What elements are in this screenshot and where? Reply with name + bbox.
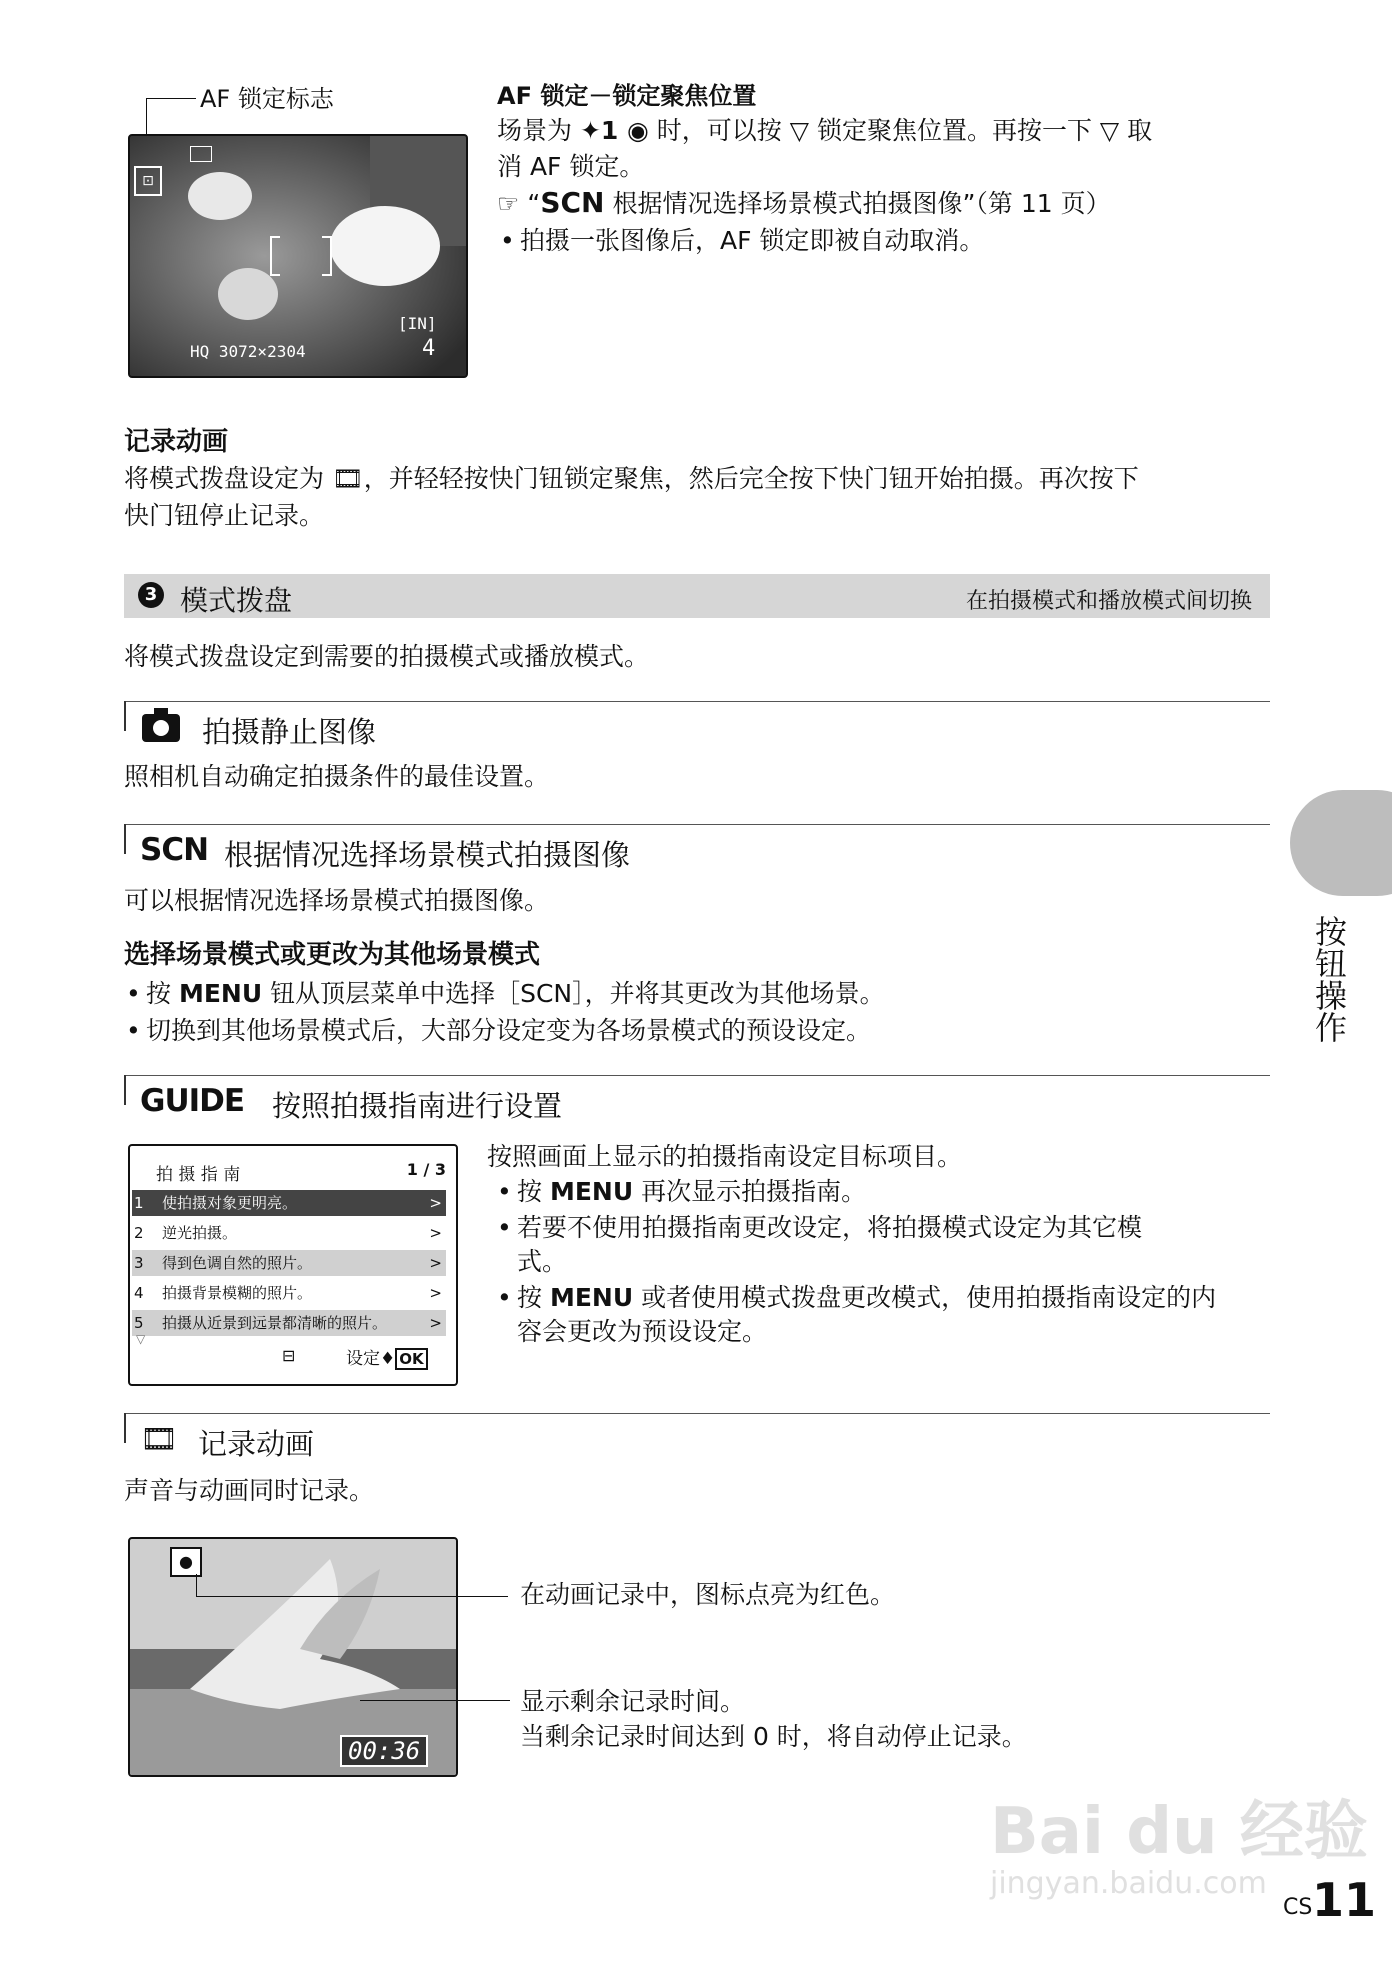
still-divider — [124, 701, 1270, 702]
record-movie-line2: 快门钮停止记录。 — [124, 501, 325, 530]
movie-callout1: 在动画记录中，图标点亮为红色。 — [520, 1580, 896, 1609]
guide-tick — [124, 1075, 126, 1105]
still-tick — [124, 701, 126, 731]
scn-desc: 可以根据情况选择场景模式拍摄图像。 — [124, 886, 550, 915]
mode-dial-bar — [124, 574, 1270, 618]
lcd-count: 4 — [422, 336, 436, 361]
guide-menu-item-number: 2 — [134, 1224, 144, 1242]
guide-menu-item-label: 逆光拍摄。 — [162, 1224, 238, 1242]
menu-key-2: MENU — [549, 1177, 634, 1206]
guide-menu-item[interactable] — [132, 1250, 446, 1276]
mode-dial-number: 3 — [138, 582, 164, 608]
movie-title: 记录动画 — [198, 1427, 315, 1461]
lcd-memory: [IN] — [398, 314, 437, 333]
af-marker-callout-line — [146, 98, 196, 99]
scn-sub-heading: 选择场景模式或更改为其他场景模式 — [124, 940, 541, 970]
guide-bullet3-cont: 容会更改为预设设定。 — [517, 1317, 768, 1346]
scn-tick — [124, 824, 126, 854]
movie-callout2-l1: 显示剩余记录时间。 — [520, 1687, 746, 1716]
guide-title: 按照拍摄指南进行设置 — [272, 1089, 563, 1123]
mode-dial-title: 模式拨盘 — [180, 584, 293, 617]
movie-tick — [124, 1413, 126, 1443]
scn-bullet1: • 按 MENU 钮从顶层菜单中选择［SCN］，并将其更改为其他场景。 — [146, 975, 885, 1013]
mode-dial-right-text: 在拍摄模式和播放模式间切换 — [965, 589, 1252, 614]
guide-menu-item[interactable] — [132, 1310, 446, 1336]
chevron-right-icon: > — [429, 1194, 442, 1212]
guide-menu-item[interactable] — [132, 1280, 446, 1306]
camera-icon — [142, 714, 180, 742]
movie-lcd-screen — [128, 1537, 458, 1777]
guide-menu-item-label: 使拍摄对象更明亮。 — [162, 1194, 298, 1212]
watermark-logo: Bai du 经验 — [990, 1795, 1368, 1869]
guide-bullet3: • 按 MENU 或者使用模式拨盘更改模式，使用拍摄指南设定的内 — [517, 1279, 1216, 1317]
movie-callout2-l2: 当剩余记录时间达到 0 时，将自动停止记录。 — [520, 1722, 1027, 1751]
scn-badge: SCN — [140, 832, 209, 868]
fish-photo — [130, 136, 466, 376]
af-lock-icon: ⊡ — [134, 166, 162, 196]
footer-lang: CS — [1283, 1895, 1313, 1920]
reference-icon: ☞ — [497, 189, 520, 218]
side-tab — [1290, 790, 1392, 896]
menu-key-3: MENU — [549, 1283, 634, 1312]
movie-timer: 00:36 — [340, 1735, 428, 1767]
movie-callout1-hline — [196, 1596, 508, 1597]
ok-button-icon: OK — [395, 1348, 427, 1370]
af-lock-title: AF 锁定－锁定聚焦位置 — [497, 82, 757, 110]
down-triangle-icon-2: ▽ — [1099, 116, 1120, 145]
side-tab-label: 按钮操作 — [1310, 915, 1348, 1043]
guide-menu-item-label: 拍摄背景模糊的照片。 — [162, 1284, 313, 1302]
guide-menu-item-label: 得到色调自然的照片。 — [162, 1254, 313, 1272]
af-lock-line1: 场景为 ✦1 ◉ 时，可以按 ▽ 锁定聚焦位置。再按一下 ▽ 取 — [497, 116, 1153, 145]
page-number: 11 — [1312, 1873, 1377, 1927]
watermark-url: jingyan.baidu.com — [990, 1866, 1267, 1901]
record-movie-heading: 记录动画 — [124, 427, 229, 457]
movie-desc: 声音与动画同时记录。 — [124, 1476, 375, 1505]
scene-icon — [190, 146, 212, 162]
scn-badge-inline: SCN — [540, 186, 605, 219]
guide-desc: 按照画面上显示的拍摄指南设定目标项目。 — [487, 1142, 963, 1171]
af-lock-line2: 消 AF 锁定。 — [497, 152, 645, 181]
guide-menu-set: 设定♦ OK — [346, 1344, 428, 1369]
scn-bullet2: • 切换到其他场景模式后，大部分设定变为各场景模式的预设设定。 — [146, 1012, 871, 1050]
guide-menu-item-number: 5 — [134, 1314, 144, 1332]
guide-menu-item[interactable] — [132, 1220, 446, 1246]
select-icon: ⊟ — [282, 1346, 296, 1365]
lcd-quality: HQ 3072×2304 — [190, 342, 306, 361]
guide-menu-item-label: 拍摄从近景到远景都清晰的照片。 — [162, 1314, 388, 1332]
guide-menu-page: 1 / 3 — [406, 1160, 446, 1179]
movie-divider — [124, 1413, 1270, 1414]
guide-bullet1: • 按 MENU 再次显示拍摄指南。 — [517, 1173, 866, 1211]
movie-record-icon: ● — [170, 1547, 202, 1577]
guide-badge: GUIDE — [140, 1083, 245, 1119]
af-lock-bullet: • 拍摄一张图像后，AF 锁定即被自动取消。 — [520, 222, 984, 260]
record-movie-line1: 将模式拨盘设定为 🎞，并轻轻按快门钮锁定聚焦，然后完全按下快门钮开始拍摄。再次按下 — [124, 464, 1139, 493]
guide-divider — [124, 1075, 1270, 1076]
still-desc: 照相机自动确定拍摄条件的最佳设置。 — [124, 762, 550, 791]
scene-mode-icons: ✦1 ◉ — [579, 116, 649, 145]
scroll-down-icon: ▽ — [136, 1332, 146, 1346]
down-triangle-icon: ▽ — [789, 116, 809, 145]
chevron-right-icon: > — [429, 1314, 442, 1332]
chevron-right-icon: > — [429, 1254, 442, 1272]
guide-bullet2: • 若要不使用拍摄指南更改设定，将拍摄模式设定为其它模 — [517, 1209, 1142, 1247]
menu-key: MENU — [178, 979, 263, 1008]
guide-menu-screen — [128, 1144, 458, 1386]
scn-divider — [124, 824, 1270, 825]
guide-menu-item-number: 3 — [134, 1254, 144, 1272]
movie-icon: 🎞 — [140, 1422, 179, 1457]
guide-bullet2-cont: 式。 — [517, 1247, 568, 1276]
movie-callout1-line — [196, 1574, 197, 1596]
movie-callout2-line — [360, 1700, 510, 1701]
still-title: 拍摄静止图像 — [202, 715, 377, 749]
guide-menu-title: 拍 摄 指 南 — [156, 1165, 241, 1185]
guide-menu-item-number: 1 — [134, 1194, 144, 1212]
chevron-right-icon: > — [429, 1224, 442, 1242]
mode-dial-desc: 将模式拨盘设定到需要的拍摄模式或播放模式。 — [124, 642, 650, 671]
guide-menu-item-number: 4 — [134, 1284, 144, 1302]
af-marker-label: AF 锁定标志 — [200, 85, 334, 113]
chevron-right-icon: > — [429, 1284, 442, 1302]
scn-title: 根据情况选择场景模式拍摄图像 — [224, 838, 631, 872]
af-lcd-screen — [128, 134, 468, 378]
af-lock-ref: ☞ “SCN 根据情况选择场景模式拍摄图像”（第 11 页） — [497, 186, 1111, 219]
movie-camera-icon: 🎞 — [331, 464, 364, 493]
guide-menu-item[interactable] — [132, 1190, 446, 1216]
